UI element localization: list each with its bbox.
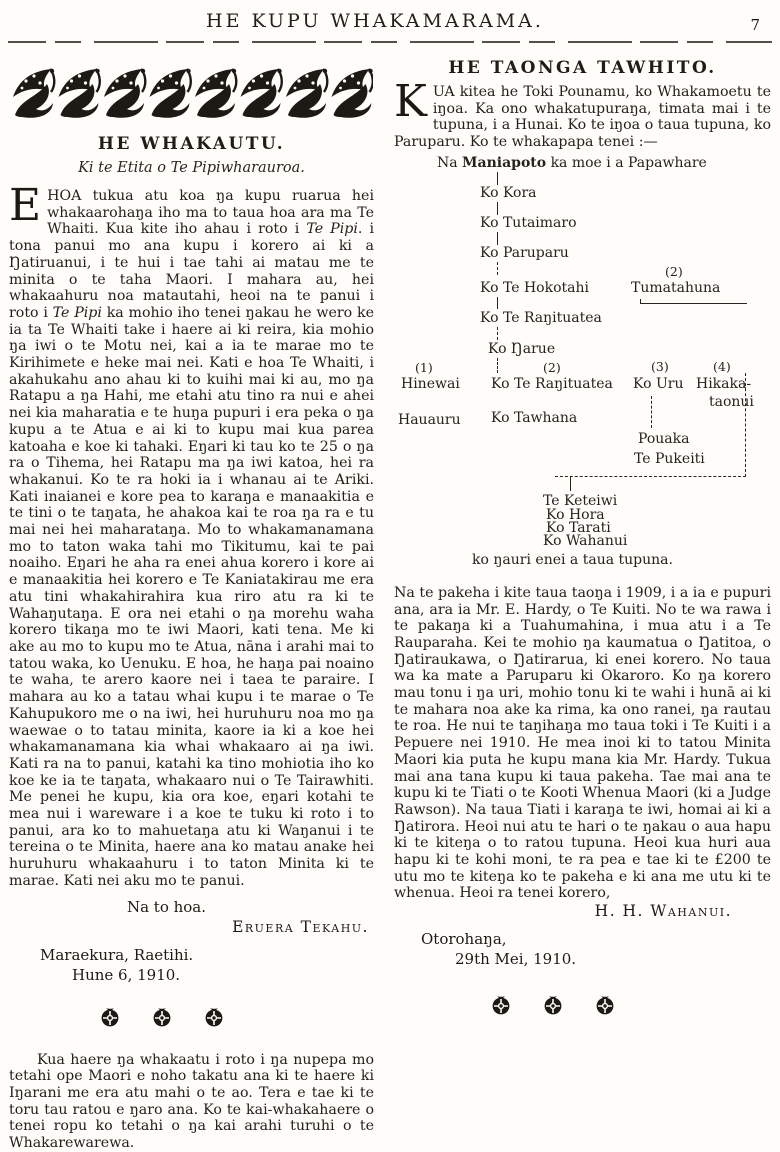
- tree-node: Ko Uru: [633, 375, 684, 392]
- tree-node: Hinewai: [401, 375, 460, 392]
- tree-node: Ko Te Hokotahi: [480, 279, 589, 296]
- tree-connector-line: [640, 303, 747, 304]
- tree-connector-line: [651, 396, 652, 428]
- author-name: Eruera Tekahu.: [232, 917, 369, 936]
- author-place: Otorohaŋa,: [421, 930, 507, 949]
- article-body: Na te pakeha i kite taua taoŋa i 1909, i a ia e pupuri ana, ara ia Mr. E. Hardy, o Te Kuiti. No te wa rawa i te pakaŋa ki a Tuahumahina, i mua atu i a Te Rauparaha. Kei te mohio ŋa kaumatua o Ŋatitoa, o Ŋatiraukawa, o Ŋatirarua, ki enei korero. No taua wa ka mate a Paruparu ki Okaroro. Ko ŋa korero mau tonu i ŋa uri, mohio tonu ki te wahi i hunā ai ki te mahara noa ake ka rima, ka ono ranei, ŋa rautau te roa. He nui te taŋihaŋa mo taua toki i Te Kuiti i a Pepuere nei 1910. He mea inoi ki to tatou Minita Maori kia puta he kupu mana kia Mr. Hardy. Tukua mai ana tana kupu ki taua pakeha. Tae mai ana te kupu ki te Tiati o te Kooti Whenua Maori (ki a Judge Rawson). Na taua Tiati i karaŋa te iwi, homai ai ki a Ŋatirora. Heoi nui atu te hari o te ŋakau o aua hapu ki te kiteŋa o to ratou tupuna. Heoi kua huri aua hapu ki te kohi moni, te ra pea e tae ki te £200 te utu mo te kiteŋa ko te pakeha e ki ana me utu ki te whenua. Heoi ra tenei korero,: [394, 584, 771, 902]
- article-intro-text: UA kitea he Toki Pounamu, ko Whakamoetu te iŋoa. Ka ono whakatupuraŋa, timata mai i te tupuna, i a Hunai. Ko te iŋoa o taua tupuna, ko Paruparu. Ko te whakapapa tenei :—: [394, 84, 771, 151]
- article-intro: [394, 76, 771, 151]
- article-title-he-whakautu: HE WHAKAUTU.: [97, 134, 286, 154]
- tree-connector-line: [497, 172, 498, 185]
- author-name: H. H. Wahanui.: [594, 902, 732, 921]
- tree-node: Hikaka-: [696, 375, 752, 392]
- tree-generation-number: (2): [665, 263, 683, 279]
- left-column: [8, 52, 375, 1152]
- masthead-rule: [8, 41, 772, 43]
- dropcap-letter: E: [9, 180, 42, 231]
- rosette-icon: [594, 994, 616, 1020]
- tree-node: Ko Tawhana: [491, 409, 578, 426]
- tree-node: Pouaka: [638, 430, 690, 447]
- tree-connector-line: [497, 202, 498, 215]
- author-place: Maraekura, Raetihi.: [40, 945, 194, 964]
- right-column: [393, 52, 772, 1152]
- tree-closing-line: ko ŋauri enei a taua tupuna.: [472, 551, 673, 568]
- fern-scroll-ornament-band: [10, 66, 373, 120]
- tree-node: Ko Wahanui: [543, 532, 628, 549]
- page-number: 7: [750, 16, 760, 34]
- tree-connector-line: [555, 476, 746, 477]
- tree-generation-number: (4): [713, 358, 731, 374]
- tree-node: Te Keteiwi: [543, 492, 618, 509]
- rosette-icon: [203, 1006, 225, 1032]
- tree-node: Te Pukeiti: [634, 450, 705, 467]
- masthead: [0, 0, 780, 42]
- rosette-ornament-row: [8, 1006, 315, 1032]
- rosette-ornament-row: [393, 994, 712, 1020]
- author-date: Hune 6, 1910.: [72, 965, 181, 984]
- article-subtitle: Ki te Etita o Te Pipiwharauroa.: [78, 160, 305, 176]
- tree-node: Hauauru: [398, 411, 461, 428]
- tree-node: Ko Ŋarue: [488, 340, 556, 357]
- tree-node: Ko Tutaimaro: [480, 214, 577, 231]
- tree-connector-line: [497, 358, 498, 373]
- two-column-layout: [0, 42, 780, 1152]
- tree-node: Ko Te Raŋituatea: [491, 375, 613, 392]
- tree-generation-number: (3): [651, 358, 669, 374]
- tree-connector-line: [497, 327, 498, 340]
- tree-node: Ko Kora: [480, 184, 537, 201]
- left-signature-block: [8, 918, 375, 984]
- tree-parent-line: Na Maniapoto ka moe i a Papawhare: [437, 154, 707, 171]
- signoff-line: Na to hoa.: [126, 897, 207, 916]
- tree-connector-line: [497, 297, 498, 309]
- tree-node: Ko Tarati: [546, 519, 611, 536]
- genealogy-tree: [393, 155, 772, 575]
- dropcap-letter: K: [394, 76, 427, 127]
- rosette-icon: [490, 994, 512, 1020]
- author-date: 29th Mei, 1910.: [455, 950, 577, 969]
- article-body: [9, 180, 374, 890]
- tree-node: Ko Hora: [546, 506, 605, 523]
- tree-node: taonui: [709, 393, 754, 410]
- rosette-icon: [151, 1006, 173, 1032]
- news-brief-paragraph: Kua haere ŋa whakaatu i roto i ŋa nupepa mo tetahi ope Maori e noho takatu ana ki te haere ki Iŋarani me era atu mahi o te ao. Tera e tae ki te toru tau ratou e ŋaro ana. Ko te kai-whakahaere o tenei ropu ko tetahi o ŋa kai arahi turuhi o te Whakarewarewa.: [9, 1051, 374, 1152]
- tree-node: Ko Paruparu: [480, 244, 569, 261]
- tree-node: Ko Te Raŋituatea: [480, 309, 602, 326]
- tree-generation-number: (1): [415, 359, 433, 375]
- masthead-title: HE KUPU WHAKAMARAMA.: [206, 10, 544, 32]
- rosette-icon: [99, 1006, 121, 1032]
- rosette-icon: [542, 994, 564, 1020]
- article-title-he-taonga-tawhito: HE TAONGA TAWHITO.: [448, 58, 717, 78]
- tree-connector-line: [497, 232, 498, 245]
- tree-connector-line: [497, 262, 498, 275]
- tree-node: Tumatahuna: [631, 279, 721, 296]
- right-signature-block: [393, 902, 772, 968]
- tree-connector-line: [745, 373, 746, 477]
- article-body-text: HOA tukua atu koa ŋa kupu ruarua hei whakaarohaŋa iho ma to taua hoa ara ma Te Whaiti. Kua kite iho ahau i roto i Te Pipi. i tona panui mo ana kupu i korero ai ki a Ŋatiruanui, i te hui i tae tahi ai matau me te minita o te taha Maori. I mahara au, hei whakaahuru noa matautahi, heoi na te panui i roto i Te Pipi ka mohio iho tenei ŋakau he wero ke ia ta Te Whaiti take i haere ai ki reira, kia mohio ŋa iwi o te Motu nei, kai a ia te marae mo te Kirihimete e heke mai nei. Kati e hoa Te Whaiti, i akahukahu ano ahau ki to kuihi mai ki au, mo ŋa Ratapu a ŋa Hahi, me etahi atu tino ra nui e ahei nei kia maharatia e te huŋa pupuri i era peka o ŋa kupu a te Atua e ai ki to kupu mai kua parea katoaha e koe ki tahaki. Eŋari ki tau ko te 25 o ŋa ra o Tihema, hei Ratapu ma ŋa iwi katoa, hei ra whakanui. Ko te ra hoki ia i whanau ai te Ariki. Kati inaianei e kore pea to karaŋa e manaakitia e te tini o te taŋata, he ahakoa kai te roa ŋa ra e tu mai nei hei maharataŋa. Mo to whakamanamana mo to taton waka tahi mo Tikitumu, kai te pai noaiho. Eŋari he aha ra enei ahua korero i kore ai e manaakitia hei korero e Te Kaniatakirau me era atu tini whakahirahira kua riro atu ra ki te Wahaŋutaŋa. E ora nei etahi o ŋa morehu waha korero tikaŋa mo te iwi Maori, kati tena. Me ki ake au mo to kupu mo te Atua, nāna i arahi mai to tatou waka, ko Uenuku. E hoa, he haŋa pai noaino te waha, te arero kaore nei i taea te paraire. I mahara au ko a tatau whai kupu i te marae o Te Kahupukoro me o na iwi, hei huruhuru noa mo ŋa waewae o to tatau minita, kaore ia ki a koe hei whakamanamana kia whai whakaaro ai ŋa iwi. Kati ra na to panui, katahi ka tino mohiotia iho ko koe ke ia te taŋata, whakaaro nui o Te Tairawhiti. Me penei he kupu, kia ora koe, eŋari kotahi te mea nui i wareware i a koe te tuku ki roto i to panui, ara ko to mahuetaŋa atu ki Waŋanui i te tereina o te Minita, haere ana ko matau anake hei huruhuru whakaahuru i to taton Minita ki te marae. Kati nei aku mo te panui.: [9, 188, 374, 889]
- tree-generation-number: (2): [543, 359, 561, 375]
- tree-connector-line: [570, 477, 571, 491]
